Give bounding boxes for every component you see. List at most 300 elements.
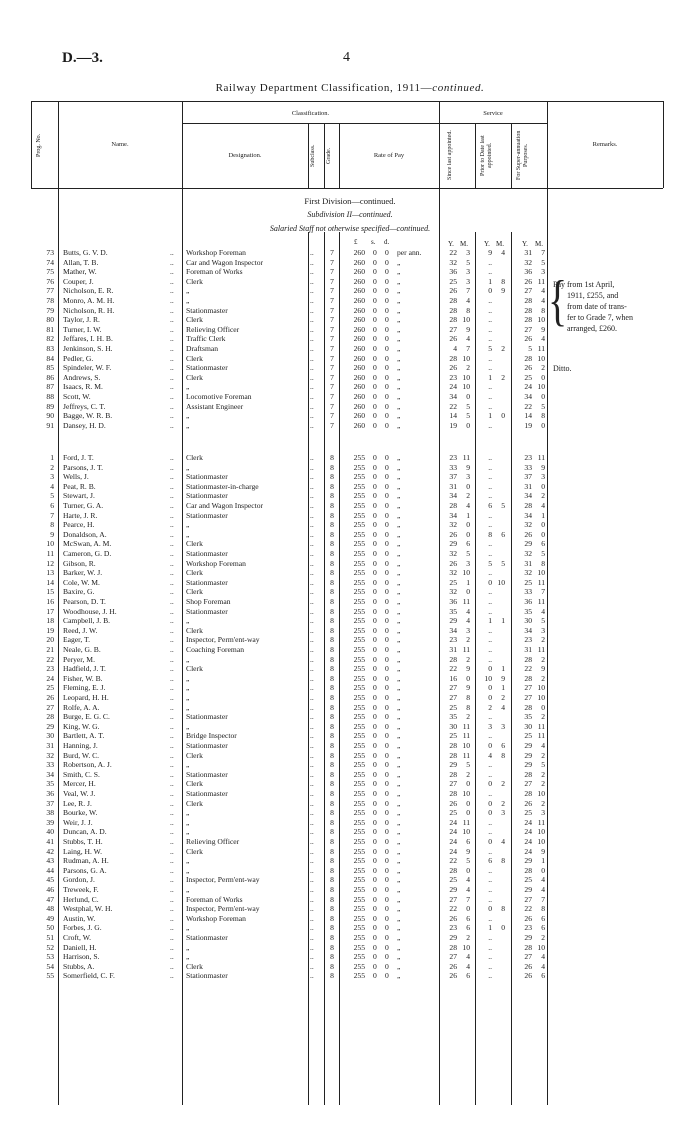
cell-fm: 2 — [541, 491, 545, 501]
cell-fm: 4 — [541, 334, 545, 344]
cell-d: Stationmaster — [186, 491, 228, 501]
cell-g: 7 — [330, 276, 334, 286]
cell-pp: 0 — [385, 286, 389, 296]
cell-pa: „ — [397, 913, 401, 923]
cell-pd: 260 — [353, 334, 365, 344]
cell-pp: 0 — [385, 597, 389, 606]
cell-sy: 25 — [449, 702, 457, 712]
leader-dots: .. — [170, 587, 174, 597]
cell-d: Inspector, Perm'ent-way — [186, 904, 260, 914]
cell-py: .. — [488, 875, 492, 885]
cell-n: Woodhouse, J. H. — [63, 606, 117, 616]
cell-sy: 23 — [449, 635, 457, 645]
cell-pp: 0 — [385, 481, 389, 491]
cell-py: .. — [488, 462, 492, 472]
leader-dots: .. — [310, 712, 314, 722]
cell-sm: 10 — [462, 568, 470, 578]
cell-g: 8 — [330, 779, 334, 789]
cell-fm: 10 — [537, 568, 545, 578]
table-row — [0, 296, 700, 306]
cell-ps: 0 — [373, 635, 377, 645]
leader-dots: .. — [170, 597, 174, 606]
cell-sy: 26 — [449, 558, 457, 568]
cell-pd: 260 — [353, 401, 365, 411]
cell-py: 1 — [488, 276, 492, 286]
cell-pd: 255 — [353, 923, 365, 933]
cell-p: 16 — [46, 597, 54, 606]
cell-fy: 32 — [524, 257, 532, 267]
cell-p: 41 — [46, 837, 54, 846]
cell-fy: 27 — [524, 324, 532, 334]
cell-fm: 10 — [537, 693, 545, 702]
cell-n: Wells, J. — [63, 472, 89, 482]
cell-py: .. — [488, 491, 492, 501]
cell-ps: 0 — [373, 296, 377, 305]
cell-py: .. — [488, 324, 492, 334]
cell-ps: 0 — [373, 276, 377, 286]
cell-fm: 10 — [537, 353, 545, 363]
leader-dots: .. — [310, 296, 314, 305]
cell-g: 8 — [330, 913, 334, 923]
cell-n: Treweek, F. — [63, 885, 99, 894]
table-row — [0, 943, 700, 953]
table-row — [0, 587, 700, 597]
cell-py: 0 — [488, 798, 492, 808]
cell-py: .. — [488, 625, 492, 635]
cell-p: 54 — [46, 961, 54, 971]
cell-n: Turner, I. W. — [63, 324, 102, 334]
cell-ps: 0 — [373, 625, 377, 635]
leader-dots: .. — [310, 750, 314, 760]
cell-py: .. — [488, 363, 492, 373]
cell-pp: 0 — [385, 923, 389, 933]
header-subclass: Subclass. — [310, 144, 316, 168]
remark-line: arranged, £260. — [567, 324, 617, 333]
table-row — [0, 491, 700, 501]
cell-d: „ — [186, 865, 190, 875]
cell-fy: 28 — [524, 769, 532, 779]
cell-pp: 0 — [385, 885, 389, 894]
cell-py: .. — [488, 731, 492, 741]
cell-sm: 11 — [462, 597, 470, 606]
cell-pa: „ — [397, 846, 401, 856]
cell-pa: „ — [397, 510, 401, 520]
table-row — [0, 597, 700, 607]
cell-py: .. — [488, 481, 492, 491]
cell-ps: 0 — [373, 315, 377, 325]
cell-ps: 0 — [373, 392, 377, 401]
cell-pm: 4 — [501, 837, 505, 846]
cell-sm: 10 — [462, 789, 470, 798]
cell-sy: 28 — [449, 769, 457, 779]
cell-pa: „ — [397, 721, 401, 731]
leader-dots: .. — [170, 491, 174, 501]
cell-d: „ — [186, 721, 190, 731]
table-row — [0, 539, 700, 549]
cell-d: Clerk — [186, 625, 203, 635]
cell-g: 8 — [330, 865, 334, 875]
leader-dots: .. — [310, 577, 314, 587]
leader-dots: .. — [310, 817, 314, 827]
cell-py: .. — [488, 760, 492, 770]
cell-n: Peat, R. B. — [63, 481, 96, 491]
rule-v-left — [31, 101, 32, 188]
table-row — [0, 411, 700, 421]
cell-pm: 0 — [501, 923, 505, 933]
cell-p: 85 — [46, 363, 54, 373]
leader-dots: .. — [170, 520, 174, 530]
cell-g: 8 — [330, 472, 334, 482]
cell-py: .. — [488, 817, 492, 827]
cell-ps: 0 — [373, 933, 377, 942]
cell-sm: 4 — [466, 961, 470, 971]
cell-g: 8 — [330, 606, 334, 616]
leader-dots: .. — [170, 372, 174, 382]
cell-d: Car and Wagon Inspector — [186, 257, 264, 267]
cell-ps: 0 — [373, 529, 377, 539]
cell-p: 33 — [46, 760, 54, 770]
cell-n: Scott, W. — [63, 392, 91, 401]
cell-p: 55 — [46, 971, 54, 981]
table-row — [0, 568, 700, 578]
leader-dots: .. — [170, 664, 174, 674]
leader-dots: .. — [310, 549, 314, 558]
cell-sy: 23 — [449, 453, 457, 462]
cell-sm: 0 — [466, 392, 470, 401]
cell-pd: 255 — [353, 635, 365, 645]
cell-d: „ — [186, 462, 190, 472]
cell-g: 8 — [330, 683, 334, 693]
cell-sm: 6 — [466, 913, 470, 923]
cell-pp: 0 — [385, 664, 389, 674]
cell-d: „ — [186, 856, 190, 866]
cell-pa: „ — [397, 344, 401, 353]
cell-fm: 7 — [541, 894, 545, 904]
cell-pp: 0 — [385, 549, 389, 558]
cell-pd: 255 — [353, 529, 365, 539]
cell-g: 8 — [330, 481, 334, 491]
cell-fy: 5 — [528, 344, 532, 353]
cell-sy: 22 — [449, 856, 457, 866]
leader-dots: .. — [170, 539, 174, 549]
cell-sy: 26 — [449, 971, 457, 981]
cell-pa: „ — [397, 520, 401, 530]
cell-g: 7 — [330, 382, 334, 392]
cell-fy: 33 — [524, 587, 532, 597]
cell-g: 8 — [330, 741, 334, 750]
table-row — [0, 827, 700, 837]
leader-dots: .. — [170, 462, 174, 472]
cell-p: 77 — [46, 286, 54, 296]
cell-fy: 29 — [524, 741, 532, 750]
cell-fm: 11 — [537, 731, 545, 741]
table-row — [0, 392, 700, 402]
cell-ps: 0 — [373, 760, 377, 770]
table-row — [0, 751, 700, 761]
leader-dots: .. — [310, 276, 314, 286]
table-row — [0, 885, 700, 895]
cell-py: .. — [488, 606, 492, 616]
cell-fm: 3 — [541, 472, 545, 482]
cell-sm: 4 — [466, 952, 470, 962]
cell-pd: 260 — [353, 286, 365, 296]
cell-py: 1 — [488, 411, 492, 421]
leader-dots: .. — [170, 731, 174, 741]
cell-pd: 255 — [353, 750, 365, 760]
table-row — [0, 635, 700, 645]
cell-pa: „ — [397, 606, 401, 616]
cell-n: Bartlett, A. T. — [63, 731, 105, 741]
cell-py: .. — [488, 401, 492, 411]
cell-g: 8 — [330, 549, 334, 558]
cell-pd: 255 — [353, 894, 365, 904]
cell-sy: 32 — [449, 520, 457, 530]
cell-pd: 255 — [353, 491, 365, 501]
rule-v-designation — [308, 123, 309, 188]
cell-pp: 0 — [385, 654, 389, 664]
remark-brace: { — [548, 268, 568, 332]
cell-py: .. — [488, 942, 492, 952]
table-row — [0, 933, 700, 943]
cell-pa: „ — [397, 779, 401, 789]
cell-ps: 0 — [373, 597, 377, 606]
cell-p: 3 — [50, 472, 54, 482]
cell-d: Assistant Engineer — [186, 401, 244, 411]
cell-fm: 10 — [537, 789, 545, 798]
cell-fm: 11 — [537, 276, 545, 286]
table-row — [0, 559, 700, 569]
cell-n: Barker, W. J. — [63, 568, 103, 578]
cell-sy: 28 — [449, 305, 457, 315]
cell-g: 8 — [330, 760, 334, 770]
cell-g: 7 — [330, 344, 334, 353]
cell-g: 8 — [330, 904, 334, 914]
cell-pa: „ — [397, 597, 401, 606]
cell-p: 5 — [50, 491, 54, 501]
cell-fy: 28 — [524, 702, 532, 712]
leader-dots: .. — [170, 616, 174, 626]
cell-ps: 0 — [373, 942, 377, 952]
unit-prior-m: M. — [496, 240, 504, 248]
service-rule — [439, 123, 547, 124]
leader-dots: .. — [310, 625, 314, 635]
cell-sm: 1 — [466, 510, 470, 520]
cell-sm: 5 — [466, 401, 470, 411]
cell-pp: 0 — [385, 401, 389, 411]
cell-g: 8 — [330, 654, 334, 664]
cell-pp: 0 — [385, 808, 389, 818]
cell-fm: 3 — [541, 625, 545, 635]
cell-pd: 260 — [353, 305, 365, 315]
cell-py: .. — [488, 933, 492, 942]
unit-super-y: Y. — [522, 240, 528, 248]
cell-sy: 28 — [449, 296, 457, 305]
table-row — [0, 712, 700, 722]
cell-pp: 0 — [385, 837, 389, 846]
cell-pd: 255 — [353, 760, 365, 770]
cell-fy: 31 — [524, 481, 532, 491]
cell-n: Veal, W. J. — [63, 789, 96, 798]
cell-fy: 29 — [524, 760, 532, 770]
cell-py: 8 — [488, 529, 492, 539]
cell-ps: 0 — [373, 549, 377, 558]
cell-pp: 0 — [385, 510, 389, 520]
cell-fy: 35 — [524, 712, 532, 722]
cell-pd: 255 — [353, 510, 365, 520]
table-row — [0, 856, 700, 866]
leader-dots: .. — [170, 481, 174, 491]
cell-d: Clerk — [186, 276, 203, 286]
cell-sy: 28 — [449, 865, 457, 875]
cell-py: .. — [488, 392, 492, 401]
cell-py: .. — [488, 894, 492, 904]
cell-p: 25 — [46, 683, 54, 693]
cell-ps: 0 — [373, 837, 377, 846]
cell-ps: 0 — [373, 904, 377, 914]
cell-p: 89 — [46, 401, 54, 411]
cell-pa: „ — [397, 625, 401, 635]
cell-fy: 28 — [524, 942, 532, 952]
cell-d: Clerk — [186, 315, 203, 325]
cell-fm: 2 — [541, 779, 545, 789]
cell-pp: 0 — [385, 382, 389, 392]
cell-fy: 36 — [524, 597, 532, 606]
header-bottom-rule — [31, 188, 663, 189]
cell-n: Jeffares, I. H. B. — [63, 334, 113, 344]
cell-fy: 31 — [524, 558, 532, 568]
cell-pp: 0 — [385, 558, 389, 568]
cell-sm: 3 — [466, 625, 470, 635]
cell-py: .. — [488, 257, 492, 267]
cell-py: 0 — [488, 741, 492, 750]
cell-n: Stubbs, A. — [63, 961, 95, 971]
cell-sm: 0 — [466, 481, 470, 491]
cell-fy: 26 — [524, 913, 532, 923]
cell-d: Stationmaster — [186, 363, 228, 373]
cell-ps: 0 — [373, 472, 377, 482]
leader-dots: .. — [170, 673, 174, 683]
leader-dots: .. — [310, 645, 314, 654]
cell-sm: 10 — [462, 942, 470, 952]
cell-sy: 35 — [449, 712, 457, 722]
cell-pp: 0 — [385, 334, 389, 344]
leader-dots: .. — [310, 324, 314, 334]
cell-fm: 5 — [541, 616, 545, 626]
leader-dots: .. — [310, 334, 314, 344]
cell-sm: 4 — [466, 606, 470, 616]
cell-fm: 2 — [541, 750, 545, 760]
cell-fy: 24 — [524, 817, 532, 827]
table-row — [0, 463, 700, 473]
cell-py: .. — [488, 597, 492, 606]
cell-n: Andrews, S. — [63, 372, 101, 382]
cell-fm: 4 — [541, 961, 545, 971]
cell-fy: 34 — [524, 625, 532, 635]
cell-p: 53 — [46, 952, 54, 962]
cell-ps: 0 — [373, 731, 377, 741]
cell-ps: 0 — [373, 305, 377, 315]
cell-pd: 260 — [353, 372, 365, 382]
cell-p: 84 — [46, 353, 54, 363]
cell-pp: 0 — [385, 616, 389, 626]
table-row — [0, 277, 700, 287]
leader-dots: .. — [170, 392, 174, 401]
cell-pd: 255 — [353, 702, 365, 712]
cell-ps: 0 — [373, 702, 377, 712]
cell-pa: „ — [397, 798, 401, 808]
cell-n: Bourke, W. — [63, 808, 98, 818]
cell-n: Mercer, H. — [63, 779, 96, 789]
cell-pa: „ — [397, 741, 401, 750]
cell-d: Clerk — [186, 664, 203, 674]
leader-dots: .. — [170, 846, 174, 856]
table-row — [0, 837, 700, 847]
cell-sm: 0 — [466, 673, 470, 683]
cell-g: 8 — [330, 568, 334, 578]
cell-sm: 5 — [466, 411, 470, 421]
cell-fm: 10 — [537, 837, 545, 846]
leader-dots: .. — [170, 453, 174, 462]
cell-ps: 0 — [373, 353, 377, 363]
leader-dots: .. — [170, 827, 174, 837]
cell-d: „ — [186, 673, 190, 683]
cell-py: .. — [488, 712, 492, 722]
cell-pp: 0 — [385, 645, 389, 654]
cell-ps: 0 — [373, 587, 377, 597]
cell-pp: 0 — [385, 693, 389, 702]
cell-n: Leopard, H. H. — [63, 693, 109, 702]
cell-d: Clerk — [186, 961, 203, 971]
cell-pp: 0 — [385, 420, 389, 430]
cell-py: 0 — [488, 286, 492, 296]
cell-pa: „ — [397, 420, 401, 430]
table-row — [0, 683, 700, 693]
leader-dots: .. — [170, 286, 174, 296]
table-row — [0, 325, 700, 335]
table-row — [0, 760, 700, 770]
cell-fy: 29 — [524, 856, 532, 866]
cell-n: Neale, G. B. — [63, 645, 101, 654]
cell-sy: 22 — [449, 248, 457, 257]
cell-n: Hadfield, J. T. — [63, 664, 106, 674]
cell-sy: 22 — [449, 904, 457, 914]
leader-dots: .. — [310, 961, 314, 971]
cell-fy: 26 — [524, 798, 532, 808]
cell-g: 7 — [330, 392, 334, 401]
table-row — [0, 645, 700, 655]
cell-py: .. — [488, 296, 492, 305]
cell-pp: 0 — [385, 587, 389, 597]
cell-pp: 0 — [385, 501, 389, 510]
cell-d: „ — [186, 286, 190, 296]
cell-py: 9 — [488, 248, 492, 257]
cell-sy: 24 — [449, 846, 457, 856]
leader-dots: .. — [170, 501, 174, 510]
cell-n: Spindeler, W. F. — [63, 363, 112, 373]
remark-line: Pay from 1st April, — [553, 280, 615, 289]
table-row — [0, 962, 700, 972]
leader-dots: .. — [170, 702, 174, 712]
cell-sy: 28 — [449, 741, 457, 750]
table-row — [0, 501, 700, 511]
cell-p: 31 — [46, 741, 54, 750]
cell-sy: 28 — [449, 353, 457, 363]
cell-p: 1 — [50, 453, 54, 462]
cell-pm: 5 — [501, 558, 505, 568]
cell-ps: 0 — [373, 808, 377, 818]
cell-ps: 0 — [373, 673, 377, 683]
cell-py: .. — [488, 645, 492, 654]
